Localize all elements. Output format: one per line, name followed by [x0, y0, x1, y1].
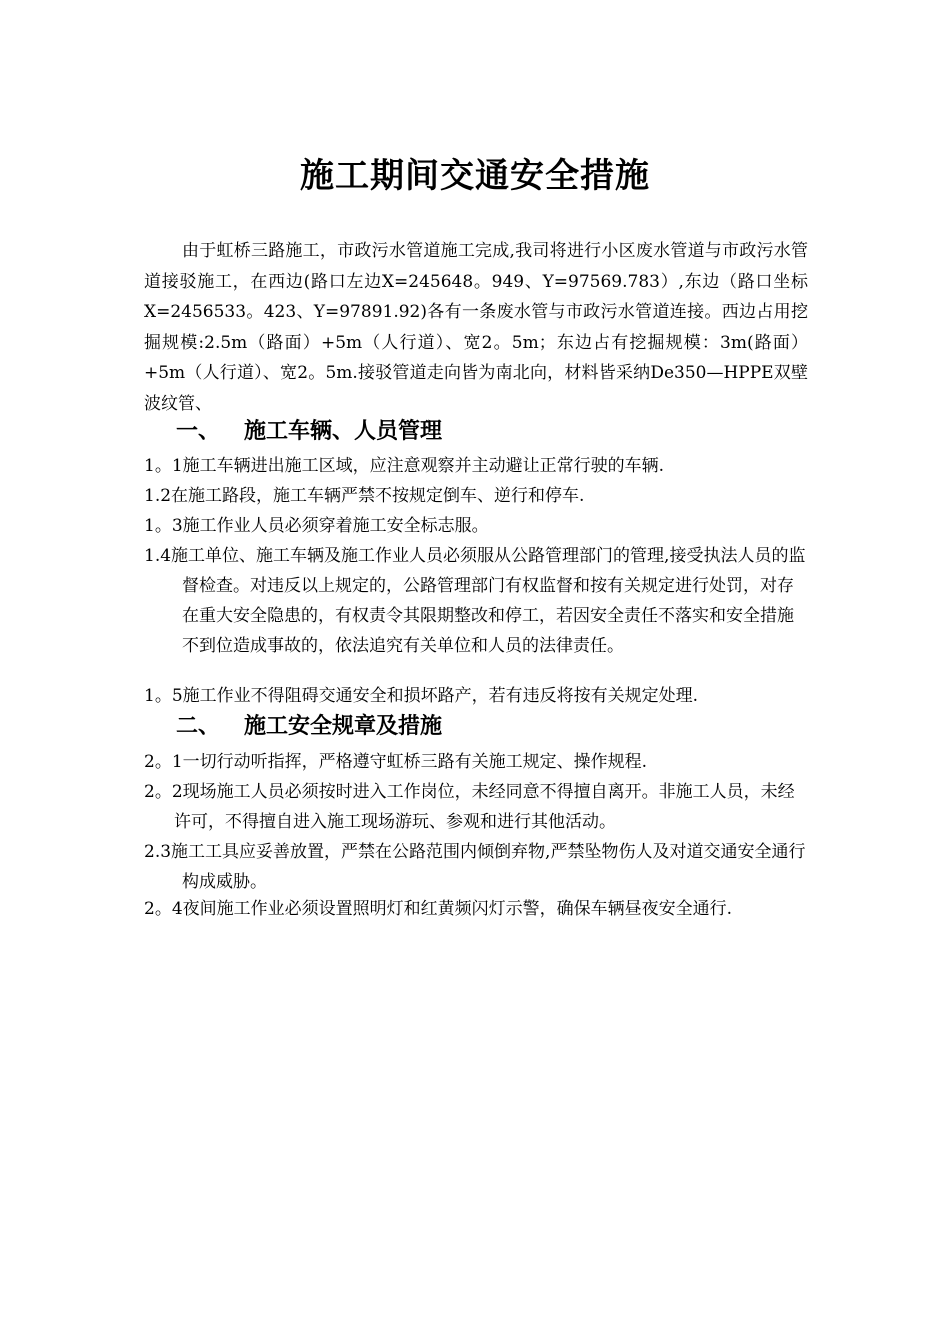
list-item-1-3: 1。3施工作业人员必须穿着施工安全标志服。: [144, 516, 489, 536]
list-item-1-2: 1.2在施工路段，施工车辆严禁不按规定倒车、逆行和停车.: [144, 486, 585, 506]
section-heading-2: [176, 710, 796, 742]
section-heading-1: [176, 415, 796, 447]
list-item-1-4: 1.4施工单位、施工车辆及施工作业人员必须服从公路管理部门的管理,接受执法人员的监督检查。对违反以上规定的，公路管理部门有权监督和按有关规定进行处罚，对存在重大安全隐患的，有权责令其限期整改和停工，若因安全责任不落实和安全措施不到位造成事故的，依法追究有关单位和人员的法律责任。: [144, 546, 806, 656]
page-title: 施工期间交通安全措施: [300, 156, 650, 196]
intro-paragraph: 由于虹桥三路施工，市政污水管道施工完成,我司将进行小区废水管道与市政污水管道接驳施工，在西边(路口左边X=245648。949、Y=97569.783）,东边（路口坐标X=2456533。423、Y=97891.92)各有一条废水管与市政污水管道连接。西边占用挖掘规模:2.5m（路面）+5m（人行道）、宽2。5m；东边占有挖掘规模：3m(路面）+5m（人行道）、宽2。5m.接驳管道走向皆为南北向，材料皆采纳De350—HPPE双壁波纹管、: [144, 241, 808, 414]
list-item-1-5: 1。5施工作业不得阻碍交通安全和损坏路产，若有违反将按有关规定处理.: [144, 686, 699, 706]
list-item-2-3: 2.3施工工具应妥善放置，严禁在公路范围内倾倒弃物,严禁坠物伤人及对道交通安全通行构成威胁。: [144, 842, 806, 892]
list-item-1-1: 1。1施工车辆进出施工区域，应注意观察并主动避让正常行驶的车辆.: [144, 456, 665, 476]
section-number-2: 二、: [176, 713, 221, 739]
section-title-1: 施工车辆、人员管理: [244, 418, 443, 444]
list-item-2-2: 2。2现场施工人员必须按时进入工作岗位，未经同意不得擅自离开。非施工人员，未经许可，不得擅自进入施工现场游玩、参观和进行其他活动。: [144, 782, 795, 832]
section-number-1: 一、: [176, 418, 221, 444]
section-title-2: 施工安全规章及措施: [244, 713, 443, 739]
list-item-2-4: 2。4夜间施工作业必须设置照明灯和红黄频闪灯示警，确保车辆昼夜安全通行.: [144, 899, 733, 919]
list-item-2-1: 2。1一切行动听指挥，严格遵守虹桥三路有关施工规定、操作规程.: [144, 752, 648, 772]
